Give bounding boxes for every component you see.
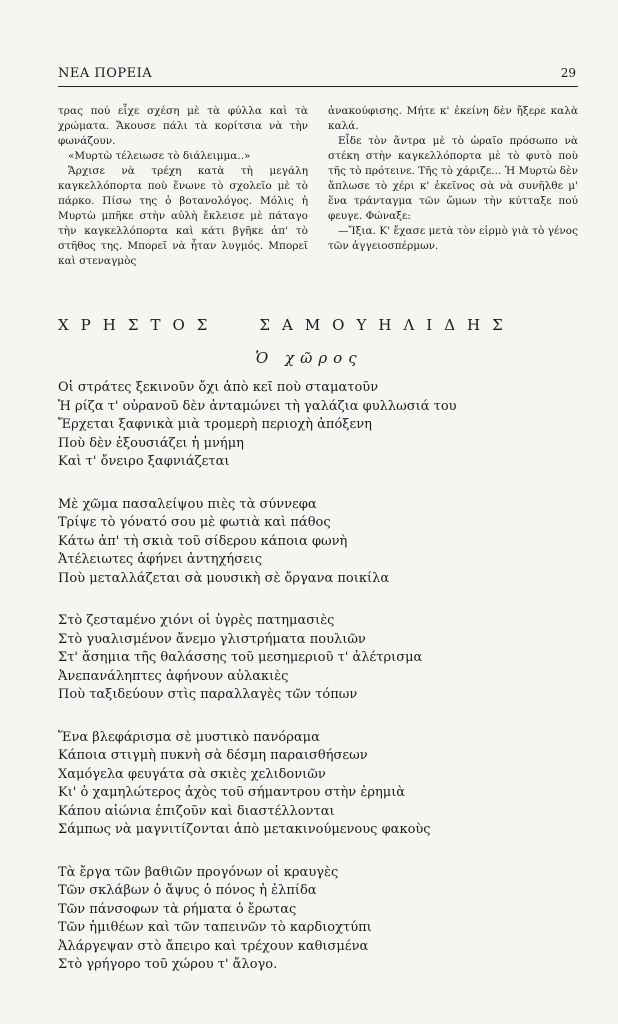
poem-line: Ποὺ δὲν ἐξουσιάζει ἡ μνήμη bbox=[58, 435, 244, 451]
stanza bbox=[58, 379, 588, 472]
stanza bbox=[58, 612, 588, 705]
prose-paragraph: Ἄρχισε νὰ τρέχη κατὰ τὴ μεγάλη καγκελλόπορτα ποὺ ἕνωνε τὸ σχολεῖο μὲ τὸ πάρκο. Πίσω της ὁ βοτανολόγος. Μόλις ἡ Μυρτὼ μπῆκε στὴν αὐλὴ ἔκλεισε μὲ πάταγο τὴν καγκελλόπορτα καὶ κάτι βγῆκε ἀπ' τὸ στῆθος της. Μπορεῖ νὰ ἦταν λυγμός. Μπορεῖ καὶ στεναγμὸς bbox=[58, 165, 308, 267]
poem-body bbox=[58, 379, 588, 999]
author-first-name: ΧΡΗΣΤΟΣ bbox=[58, 316, 220, 334]
prose-paragraph: ἀνακούφισης. Μήτε κ' ἐκείνη δὲν ἤξερε καλὰ καλά. bbox=[328, 105, 578, 132]
poem-line: Ποὺ ταξιδεύουν στὶς παραλλαγὲς τῶν τόπων bbox=[58, 687, 358, 702]
author-last-name: ΣΑΜΟΥΗΛΙΔΗΣ bbox=[259, 316, 515, 334]
stanza bbox=[58, 496, 588, 589]
author-name bbox=[58, 316, 578, 334]
poem-title: Ὁ χῶρος bbox=[255, 349, 363, 367]
poem-line: Στ' ἄσημια τῆς θαλάσσης τοῦ μεσημεριοῦ τ' ἀλέτρισμα bbox=[58, 650, 423, 665]
poem-line: Κι' ὁ χαμηλώτερος ἀχὸς τοῦ σήμαντρου στὴν ἐρημιὰ bbox=[58, 785, 406, 800]
poem-line: Κάτω ἀπ' τὴ σκιὰ τοῦ σίδερου κάποια φωνὴ bbox=[58, 533, 348, 549]
poem-line: Ἕνα βλεφάρισμα σὲ μυστικὸ πανόραμα bbox=[58, 729, 320, 745]
prose-paragraph: τρας πού εἶχε σχέση μὲ τὰ φύλλα καὶ τὰ χρώματα. Ἄκουσε πάλι τὰ κορίτσια νὰ τὴν φωνάζουν. bbox=[58, 105, 308, 147]
journal-title: ΝΕΑ ΠΟΡΕΙΑ bbox=[58, 66, 153, 81]
poem-line: Χαμόγελα φευγάτα σὰ σκιὲς χελιδονιῶν bbox=[58, 766, 326, 782]
prose-column-left bbox=[58, 104, 308, 269]
poem-line: Σάμπως νὰ μαγνιτίζονται ἀπὸ μετακινούμενους φακοὺς bbox=[58, 822, 431, 837]
poem-line: Οἱ στράτες ξεκινοῦν ὄχι ἀπὸ κεῖ ποὺ σταματοῦν bbox=[58, 380, 379, 395]
poem-line: Τρίψε τὸ γόνατό σου μὲ φωτιὰ καὶ πάθος bbox=[58, 515, 331, 530]
poem-line: Μὲ χῶμα πασαλείψου πιὲς τὰ σύννεφα bbox=[58, 496, 317, 512]
poem-line: Καὶ τ' ὄνειρο ξαφνιάζεται bbox=[58, 454, 230, 469]
prose-column-right bbox=[328, 104, 578, 254]
page-number: 29 bbox=[560, 66, 576, 80]
poem-line: Ἀνεπανάληπτες ἀφήνουν αὐλακιὲς bbox=[58, 668, 289, 684]
poem-line: Τῶν σκλάβων ὁ ἄψυς ὁ πόνος ἡ ἐλπίδα bbox=[58, 883, 317, 898]
poem-line: Ἀτέλειωτες ἀφήνει ἀντηχήσεις bbox=[58, 552, 263, 567]
poem-line: Ποὺ μεταλλάζεται σὰ μουσικὴ σὲ ὄργανα ποικίλα bbox=[58, 570, 390, 586]
running-header bbox=[58, 66, 578, 87]
prose-paragraph: «Μυρτὼ τέλειωσε τὸ διάλειμμα..» bbox=[68, 150, 251, 162]
poem-line: Κάποια στιγμὴ πυκνὴ σὰ δέσμη παραισθήσεων bbox=[58, 748, 368, 763]
poem-line: Στὸ γρήγορο τοῦ χώρου τ' ἄλογο. bbox=[58, 957, 278, 972]
poem-line: Ἀλάργεψαν στὸ ἄπειρο καὶ τρέχουν καθισμένα bbox=[58, 938, 369, 954]
poem-line: Στὸ γυαλισμένον ἄνεμο γλιστρήματα πουλιῶν bbox=[58, 631, 366, 647]
poem-line: Στὸ ζεσταμένο χιόνι οἱ ὑγρὲς πατημασιὲς bbox=[58, 613, 335, 628]
poem-line: Κάπου αἰώνια ἐπιζοῦν καὶ διαστέλλονται bbox=[58, 803, 335, 819]
prose-paragraph: Εἶδε τὸν ἄντρα μὲ τὸ ὡραῖο πρόσωπο νὰ στέκη στὴν καγκελλόπορτα μὲ τὸ φυτὸ ποὺ τῆς τὸ πρότεινε. Τῆς τὸ χάριζε... Ἡ Μυρτὼ δὲν ἅπλωσε τὸ χέρι κ' ἐκεῖνος σὰ νὰ συνῆλθε μ' ἕνα τράνταγμα τῶν ὤμων τὴν κύτταξε πού φευγε. Φώναξε: bbox=[328, 135, 578, 222]
stanza bbox=[58, 729, 588, 840]
poem-line: Ἔρχεται ξαφνικὰ μιὰ τρομερὴ περιοχὴ ἀπόξενη bbox=[58, 417, 372, 432]
poem-line: Ἡ ρίζα τ' οὐρανοῦ δὲν ἀνταμώνει τὴ γαλάζια φυλλωσιά του bbox=[58, 398, 457, 414]
stanza bbox=[58, 864, 588, 975]
poem-line: Τὰ ἔργα τῶν βαθιῶν προγόνων οἱ κραυγὲς bbox=[58, 864, 339, 880]
poem-line: Τῶν ἡμιθέων καὶ τῶν ταπεινῶν τὸ καρδιοχτύπι bbox=[58, 920, 372, 935]
poem-line: Τῶν πάνσοφων τὰ ρήματα ὁ ἔρωτας bbox=[58, 901, 297, 917]
prose-paragraph: —Ἴξια. Κ' ἔχασε μετὰ τὸν εἱρμὸ γιὰ τὸ γένος τῶν ἀγγειοσπέρμων. bbox=[328, 225, 578, 252]
